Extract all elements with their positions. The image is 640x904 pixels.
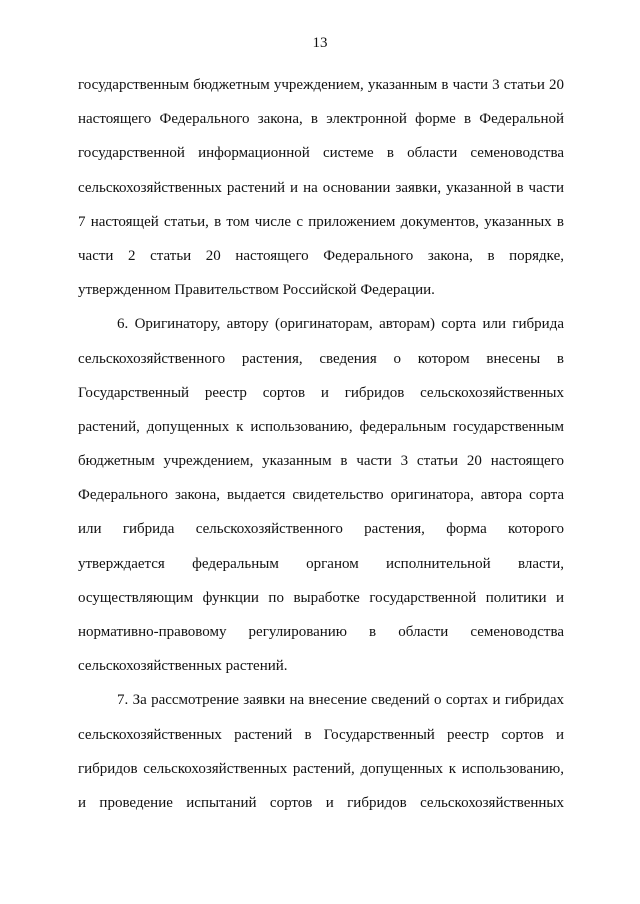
text-line: 6. Оригинатору, автору (оригинаторам, авторам) сорта или гибрида <box>117 316 564 333</box>
text-line: утвержденном Правительством Российской Федерации. <box>78 282 435 299</box>
body-text <box>78 68 564 820</box>
text-line: 7. За рассмотрение заявки на внесение сведений о сортах и гибридах <box>117 692 564 709</box>
text-line: сельскохозяйственных растений в Государственный реестр сортов и <box>78 726 564 743</box>
text-line: утверждается федеральным органом исполнительной власти, <box>78 555 564 572</box>
text-line: Государственный реестр сортов и гибридов сельскохозяйственных <box>78 384 564 401</box>
text-line: сельскохозяйственного растения, сведения о котором внесены в <box>78 350 564 367</box>
text-line: настоящего Федерального закона, в электронной форме в Федеральной <box>78 111 564 128</box>
text-line: Федерального закона, выдается свидетельство оригинатора, автора сорта <box>78 487 564 504</box>
text-line: государственной информационной системе в области семеноводства <box>78 145 564 162</box>
text-line: осуществляющим функции по выработке государственной политики и <box>78 589 564 606</box>
text-line: сельскохозяйственных растений. <box>78 658 288 675</box>
text-line: нормативно-правовому регулированию в области семеноводства <box>78 624 564 640</box>
text-line: и проведение испытаний сортов и гибридов сельскохозяйственных <box>78 794 564 811</box>
text-line: государственным бюджетным учреждением, указанным в части 3 статьи 20 <box>78 77 564 93</box>
text-line: сельскохозяйственных растений и на основании заявки, указанной в части <box>78 179 564 196</box>
text-line: гибридов сельскохозяйственных растений, допущенных к использованию, <box>78 760 564 777</box>
text-line: 7 настоящей статьи, в том числе с приложением документов, указанных в <box>78 213 564 230</box>
text-line: части 2 статьи 20 настоящего Федерального закона, в порядке, <box>78 247 564 264</box>
page-number: 13 <box>312 35 328 51</box>
text-line: растений, допущенных к использованию, федеральным государственным <box>78 418 564 435</box>
text-line: бюджетным учреждением, указанным в части 3 статьи 20 настоящего <box>78 453 564 470</box>
text-line: или гибрида сельскохозяйственного растения, форма которого <box>78 521 564 538</box>
